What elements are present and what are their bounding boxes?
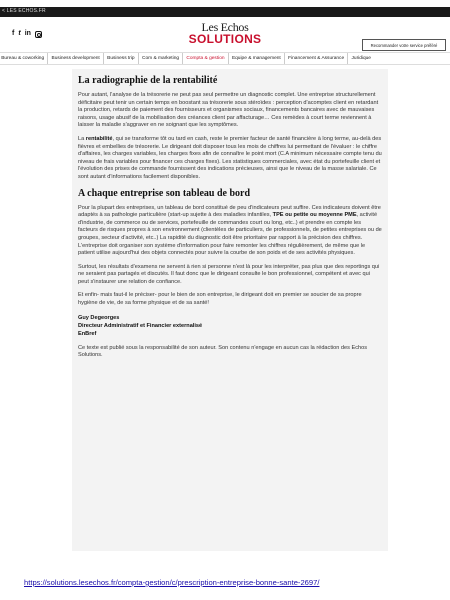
nav-item-com-marketing[interactable]: Com & marketing: [139, 53, 183, 64]
link-tpe-pme[interactable]: TPE ou petite ou moyenne PME: [272, 212, 357, 219]
nav-item-juridique[interactable]: Juridique: [351, 56, 371, 61]
linkedin-icon[interactable]: in: [24, 30, 31, 37]
nav-item-bureau-coworking[interactable]: Bureau & coworking: [0, 53, 48, 64]
paragraph-indicateurs: [78, 205, 382, 258]
recommend-service-button[interactable]: Recommander votre service préféré: [362, 39, 446, 51]
text-run: , activité d'industrie, de commerce ou de services, portefeuille de commandes court ou long, etc..) et prendre en compte les facteurs de risques propres à son environnement (clientèles de particuliers, de professionnels, de petites entreprises ou de groupes, secteur d'activité, etc..) La rapidité du diagnostic doit être prioritaire par rapport à la précision des chiffres. L'entreprise doit organiser son système d'information pour faire remonter les chiffres régulièrement, de même que le patient utilise aujourd'hui des objets connectés pour suivre la courbe de son poids et de ses activités physiques.: [78, 212, 382, 257]
twitter-icon[interactable]: t: [18, 30, 21, 37]
category-nav: [0, 52, 450, 65]
top-bar: [0, 7, 450, 17]
back-to-lesechos-link[interactable]: < LES ECHOS.FR: [2, 8, 46, 14]
section-heading-tableau-de-bord: A chaque entreprise son tableau de bord: [78, 187, 251, 199]
paragraph-examens: Surtout, les résultats d'examens ne servent à rien si personne n'est là pour les interpréter, pas plus que des reportings qui ne seraient pas partagés et discutés. Il faut donc que le dirigeant consulte le bon professionnel, compétent et avec qui peut s'instaurer une relation de confiance.: [78, 263, 380, 285]
bold-rentabilite: rentabilité: [85, 135, 113, 142]
source-url-link[interactable]: https://solutions.lesechos.fr/compta-gestion/c/prescription-entreprise-bonne-sante-2697/: [24, 578, 320, 587]
text-run: Pour la plupart des entreprises, un tableau de bord constitué de peu d'indicateurs peut suffire. Ces indicateurs doivent être adaptés à sa pathologie particulière (start-up sujette à des maladies infantiles,: [78, 204, 381, 219]
article-body: [72, 69, 388, 551]
text-run: La: [78, 135, 86, 142]
logo-line1: Les Echos: [201, 20, 249, 34]
paragraph-tresorerie: Pour autant, l'analyse de la trésorerie ne peut pas seul permettre un diagnostic complet. Une entreprise structurellement déficitaire peut tenir un certain temps en boostant sa trésorerie sous stéroïdes : perception d'acomptes client en retardant la production, retards de paiement des fournisseurs et organismes sociaux, financements bancaires avec de mauvaises raisons, usage abusif de la mobilisation des créances client par affacturage… Ces remèdes à court terme reviennent à laisser la maladie s'aggraver en ne soignant que les symptômes.: [78, 92, 379, 129]
nav-item-compta-gestion[interactable]: Compta & gestion: [183, 53, 229, 65]
nav-item-equipe-management[interactable]: Equipe & management: [229, 53, 285, 64]
nav-item-business-development[interactable]: Business development: [48, 53, 104, 64]
section-heading-rentabilite: La radiographie de la rentabilité: [78, 75, 218, 86]
author-company: EnBref: [78, 330, 97, 337]
author-title: Directeur Administratif et Financier externalisé: [78, 322, 203, 329]
site-header: [0, 17, 450, 51]
paragraph-rentabilite: [78, 136, 382, 182]
disclaimer: Ce texte est publié sous la responsabilité de son auteur. Son contenu n'engage en aucun cas la rédaction des Echos Solutions.: [78, 344, 368, 359]
author-signature: [78, 314, 382, 338]
text-run: , qui se transforme tôt ou tard en cash, reste le premier facteur de santé financière à long terme, au-delà des fièvres et embellies de trésorerie. Le dirigeant doit disposer tous les mois de chiffres lui permettant de l'évaluer : le chiffre d'affaires, les charges variables, les charges fixes afin de connaître le point mort (C.A minimum nécessaire compte tenu du niveau de frais variables pour financer ces charges fixes). Les statistiques commerciales, avec état du portefeuille client et l'évolution des prises de commande fournissent des indications précieuses, ainsi que le niveau de la masse salariale. Ce sont autant d'informations facilement disponibles.: [78, 135, 382, 180]
nav-item-financement-assurance[interactable]: Financement & Assurance: [285, 53, 348, 64]
facebook-icon[interactable]: f: [12, 30, 15, 37]
paragraph-hygiene: Et enfin- mais faut-il le préciser- pour le bien de son entreprise, le dirigeant doit en premier se soucier de sa propre hygiène de vie, de sa forme physique et de sa santé!: [78, 292, 362, 307]
author-name: Guy Degeorges: [78, 314, 120, 321]
nav-item-business-trip[interactable]: Business trip: [104, 53, 139, 64]
logo-line2: SOLUTIONS: [188, 32, 262, 46]
